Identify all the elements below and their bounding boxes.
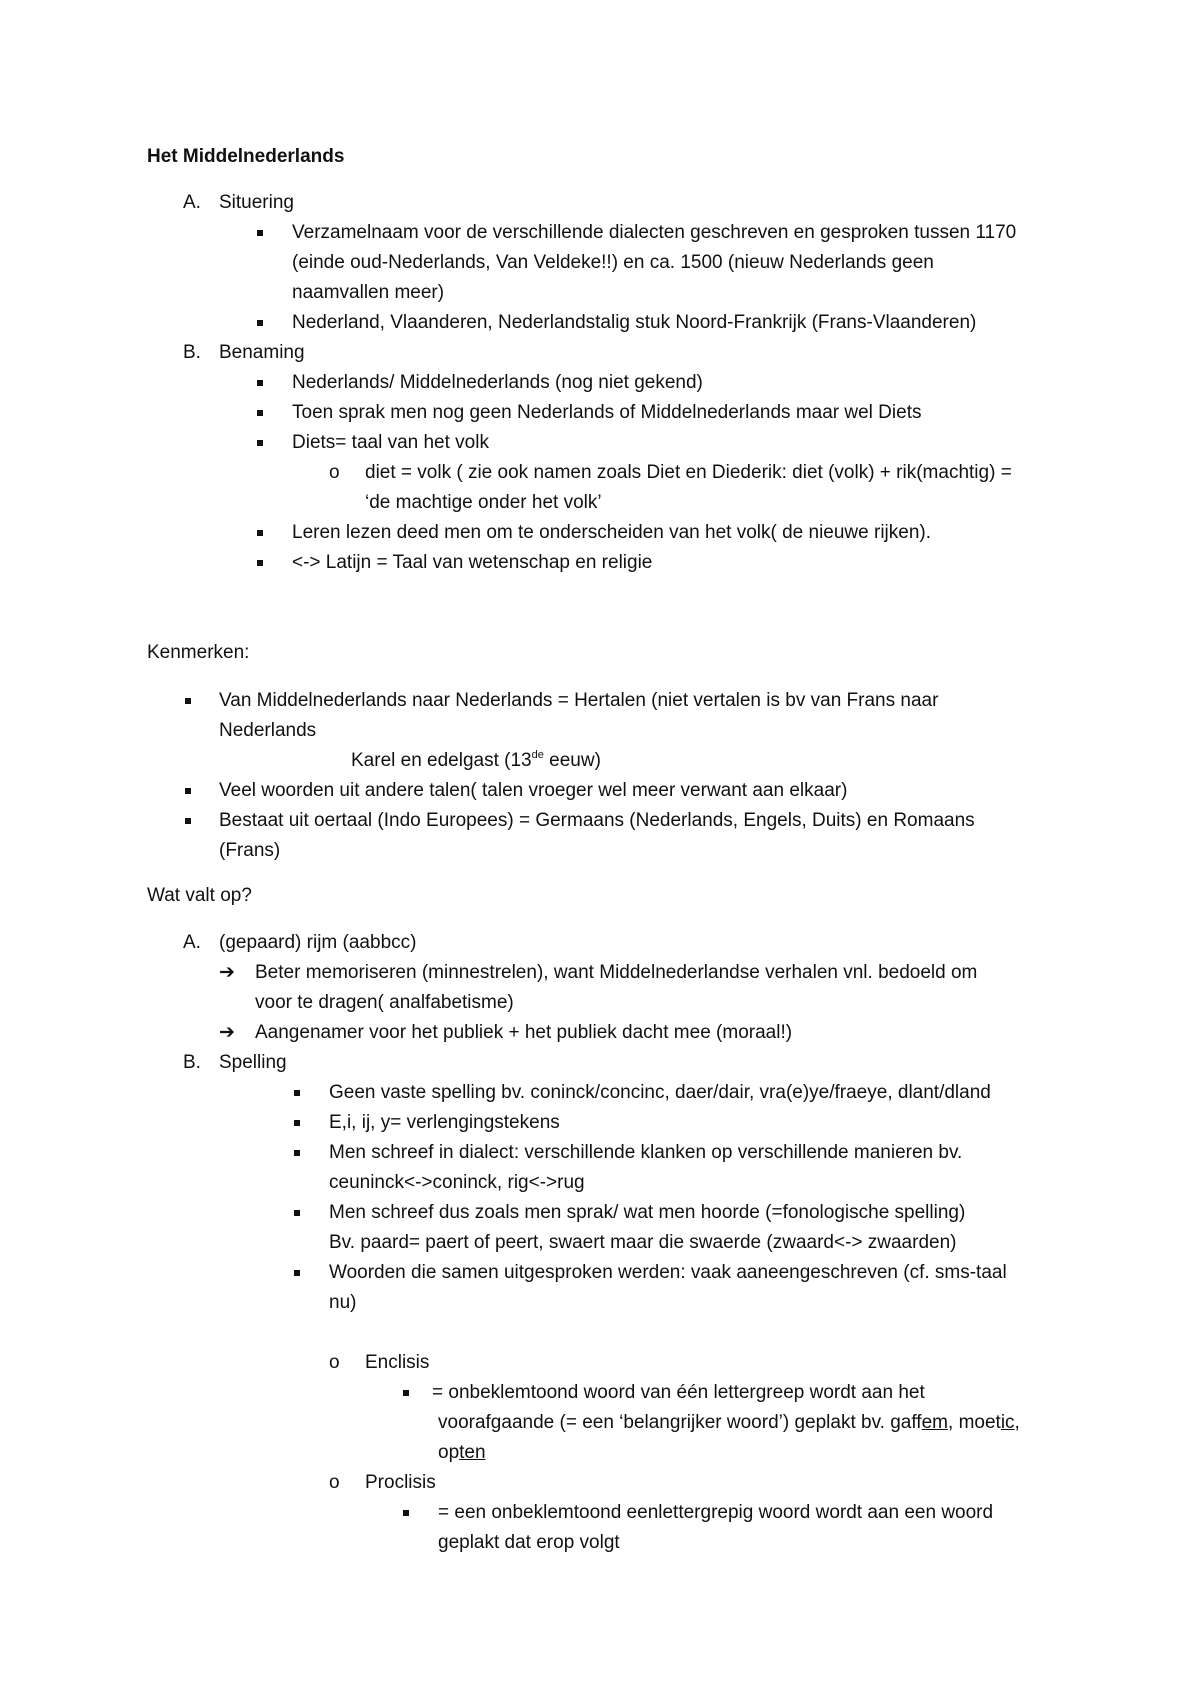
list-item-continuation: (einde oud-Nederlands, Van Veldeke!!) en ca. 1500 (nieuw Nederlands geen: [292, 252, 934, 273]
list-item: Men schreef dus zoals men sprak/ wat men hoorde (=fonologische spelling): [329, 1202, 966, 1223]
list-item: Men schreef in dialect: verschillende klanken op verschillende manieren bv.: [329, 1142, 963, 1163]
sub-list-item-continuation: ‘de machtige onder het volk’: [365, 492, 602, 513]
list-item-continuation: [438, 1411, 1020, 1435]
circle-bullet-icon: o: [329, 462, 340, 483]
arrow-right-icon: ➔: [219, 962, 235, 983]
separator: ,: [1014, 1412, 1020, 1433]
square-bullet-icon: [403, 1510, 409, 1516]
list-item-continuation: Bv. paard= paert of peert, swaert maar die swaerde (zwaard<-> zwaarden): [329, 1232, 957, 1253]
separator: ,: [948, 1412, 959, 1433]
square-bullet-icon: [403, 1390, 409, 1396]
square-bullet-icon: [294, 1150, 300, 1156]
list-item: Toen sprak men nog geen Nederlands of Middelnederlands maar wel Diets: [292, 402, 922, 423]
section-heading-kenmerken: Kenmerken:: [147, 642, 250, 663]
list-item: Diets= taal van het volk: [292, 432, 489, 453]
example-text: moet: [958, 1412, 1001, 1433]
list-item: Geen vaste spelling bv. coninck/concinc, daer/dair, vra(e)ye/fraeye, dlant/dland: [329, 1082, 991, 1103]
list-marker-a: A.: [183, 192, 201, 213]
square-bullet-icon: [185, 698, 191, 704]
square-bullet-icon: [257, 530, 263, 536]
square-bullet-icon: [257, 410, 263, 416]
list-marker-b: B.: [183, 1052, 201, 1073]
list-item: = een onbeklemtoond eenlettergrepig woord wordt aan een woord: [438, 1502, 994, 1523]
list-item-continuation: nu): [329, 1292, 357, 1313]
list-marker-b: B.: [183, 342, 201, 363]
square-bullet-icon: [257, 230, 263, 236]
example-underlined: ic: [1000, 1412, 1015, 1433]
square-bullet-icon: [257, 440, 263, 446]
section-heading-rijm: (gepaard) rijm (aabbcc): [219, 932, 417, 953]
list-item: Bestaat uit oertaal (Indo Europees) = Germaans (Nederlands, Engels, Duits) en Romaans: [219, 810, 975, 831]
list-item: Leren lezen deed men om te onderscheiden van het volk( de nieuwe rijken).: [292, 522, 931, 543]
list-item: <-> Latijn = Taal van wetenschap en religie: [292, 552, 653, 573]
list-item: Verzamelnaam voor de verschillende dialecten geschreven en gesproken tussen 1170: [292, 222, 1017, 243]
list-item: E,i, ij, y= verlengingstekens: [329, 1112, 560, 1133]
list-item: Woorden die samen uitgesproken werden: vaak aaneengeschreven (cf. sms-taal: [329, 1262, 1007, 1283]
example-text: gaff: [890, 1412, 922, 1433]
list-item: Veel woorden uit andere talen( talen vroeger wel meer verwant aan elkaar): [219, 780, 848, 801]
square-bullet-icon: [294, 1120, 300, 1126]
circle-bullet-icon: o: [329, 1352, 340, 1373]
list-item-continuation: Nederlands: [219, 720, 317, 741]
section-heading-benaming: Benaming: [219, 342, 305, 363]
arrow-item: Beter memoriseren (minnestrelen), want Middelnederlandse verhalen vnl. bedoeld om: [255, 962, 978, 983]
circle-bullet-icon: o: [329, 1472, 340, 1493]
section-heading-situering: Situering: [219, 192, 294, 213]
list-marker-a: A.: [183, 932, 201, 953]
arrow-item-continuation: voor te dragen( analfabetisme): [255, 992, 514, 1013]
karel-text: Karel en edelgast (13: [351, 750, 532, 771]
list-item: Nederlands/ Middelnederlands (nog niet gekend): [292, 372, 703, 393]
section-heading-spelling: Spelling: [219, 1052, 287, 1073]
list-item-continuation: (Frans): [219, 840, 281, 861]
arrow-right-icon: ➔: [219, 1022, 235, 1043]
list-item-continuation: [438, 1441, 486, 1465]
page-title: Het Middelnederlands: [147, 146, 345, 167]
section-heading-wat-valt-op: Wat valt op?: [147, 885, 252, 906]
square-bullet-icon: [294, 1210, 300, 1216]
example-underlined: ten: [459, 1442, 486, 1463]
list-item: Van Middelnederlands naar Nederlands = Hertalen (niet vertalen is bv van Frans naar: [219, 690, 939, 711]
list-item: = onbeklemtoond woord van één lettergreep wordt aan het: [432, 1382, 925, 1403]
square-bullet-icon: [185, 788, 191, 794]
square-bullet-icon: [185, 818, 191, 824]
enclisis-text: voorafgaande (= een ‘belangrijker woord’) geplakt bv.: [438, 1412, 891, 1433]
list-item-continuation: ceuninck<->coninck, rig<->rug: [329, 1172, 585, 1193]
list-item-continuation: naamvallen meer): [292, 282, 445, 303]
square-bullet-icon: [257, 380, 263, 386]
list-item: Nederland, Vlaanderen, Nederlandstalig stuk Noord-Frankrijk (Frans-Vlaanderen): [292, 312, 977, 333]
sub-list-item: diet = volk ( zie ook namen zoals Diet en Diederik: diet (volk) + rik(machtig) =: [365, 462, 1012, 483]
square-bullet-icon: [294, 1270, 300, 1276]
example-text: op: [438, 1442, 460, 1463]
karel-line: [351, 749, 601, 773]
list-item-continuation: geplakt dat erop volgt: [438, 1532, 620, 1553]
arrow-item: Aangenamer voor het publiek + het publiek dacht mee (moraal!): [255, 1022, 793, 1043]
square-bullet-icon: [257, 320, 263, 326]
example-underlined: em: [921, 1412, 948, 1433]
square-bullet-icon: [257, 560, 263, 566]
sub-heading-proclisis: Proclisis: [365, 1472, 436, 1493]
karel-text-end: eeuw): [543, 750, 601, 771]
square-bullet-icon: [294, 1090, 300, 1096]
sub-heading-enclisis: Enclisis: [365, 1352, 430, 1373]
karel-superscript: de: [531, 749, 544, 761]
